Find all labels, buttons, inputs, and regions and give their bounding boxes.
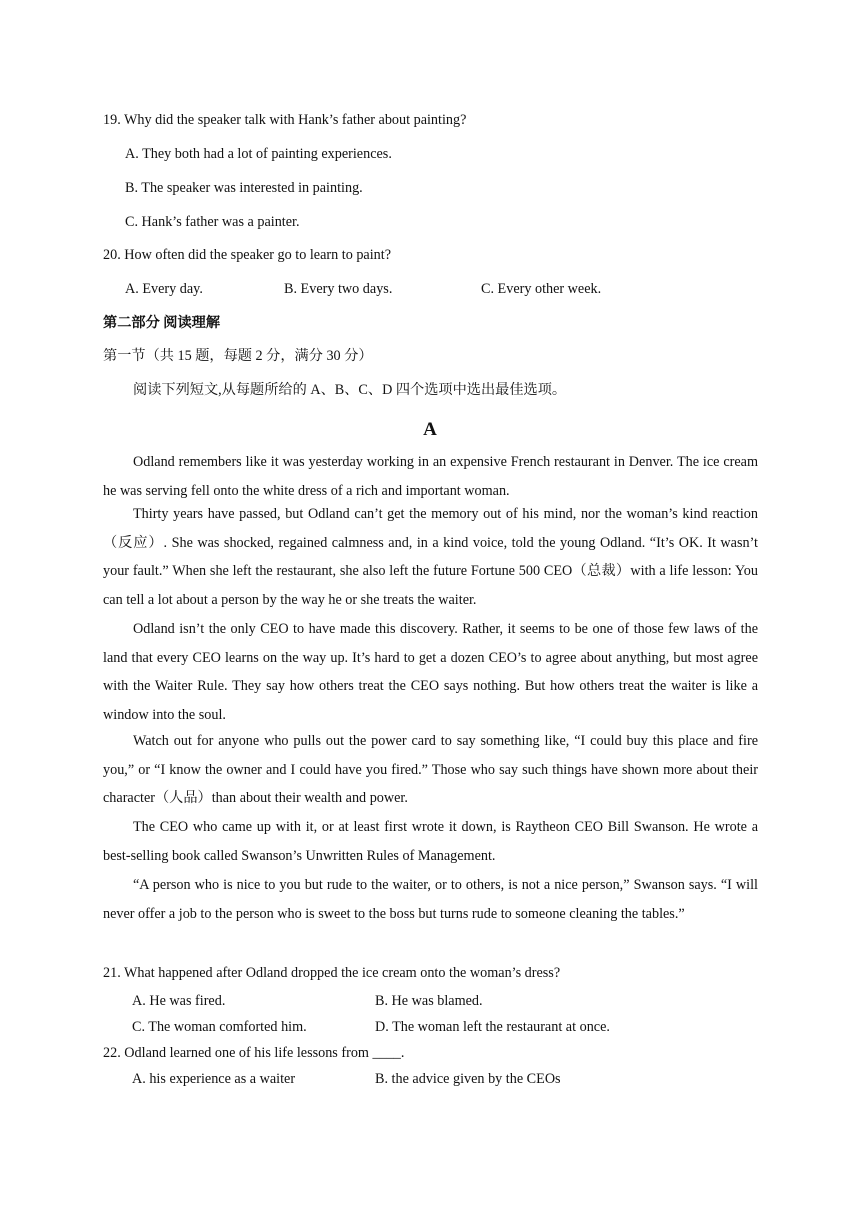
question-21-option-d: D. The woman left the restaurant at once. xyxy=(375,1019,610,1035)
passage-paragraph-5: The CEO who came up with it, or at least first wrote it down, is Raytheon CEO Bill Swanson. He wrote a best-selling book called Swanson’s Unwritten Rules of Management. xyxy=(103,819,758,864)
question-22-option-b: B. the advice given by the CEOs xyxy=(375,1071,561,1087)
passage-paragraph-3: Odland isn’t the only CEO to have made this discovery. Rather, it seems to be one of those few laws of the land that every CEO learns on the way up. It’s hard to get a dozen CEO’s to agree about anything, but most agree with the Waiter Rule. They say how others treat the CEO says nothing. But how others treat the waiter is like a window into the soul. xyxy=(103,621,758,724)
section-heading: 第二部分 阅读理解 xyxy=(103,315,221,331)
passage-paragraph-4: Watch out for anyone who pulls out the power card to say something like, “I could buy this place and fire you,” or “I know the owner and I could have you fired.” Those who say such things have shown more about their character（人品）than about their wealth and power. xyxy=(103,733,758,807)
passage-paragraph-2: Thirty years have passed, but Odland can’t get the memory out of his mind, nor the woman’s kind reaction（反应）. She was shocked, regained calmness and, in a kind voice, told the young Odland. “It’s OK. It wasn’t your fault.” When she left the restaurant, she also left the future Fortune 500 CEO（总裁）with a life lesson: You can tell a lot about a person by the way he or she treats the waiter. xyxy=(103,506,758,609)
question-20-option-b: B. Every two days. xyxy=(284,281,393,297)
question-20-stem: 20. How often did the speaker go to learn to paint? xyxy=(103,247,392,263)
question-20-option-c: C. Every other week. xyxy=(481,281,602,297)
question-19-option-c: C. Hank’s father was a painter. xyxy=(125,214,300,230)
passage-title: A xyxy=(423,419,437,440)
question-21-option-a: A. He was fired. xyxy=(132,993,226,1009)
question-19-option-a: A. They both had a lot of painting experiences. xyxy=(125,146,392,162)
question-21-option-b: B. He was blamed. xyxy=(375,993,483,1009)
question-20-option-a: A. Every day. xyxy=(125,281,203,297)
question-19-stem: 19. Why did the speaker talk with Hank’s father about painting? xyxy=(103,112,467,128)
section-instruction: 阅读下列短文,从每题所给的 A、B、C、D 四个选项中选出最佳选项。 xyxy=(133,382,567,398)
question-21-option-c: C. The woman comforted him. xyxy=(132,1019,307,1035)
question-21-stem: 21. What happened after Odland dropped the ice cream onto the woman’s dress? xyxy=(103,965,561,981)
question-19-option-b: B. The speaker was interested in painting. xyxy=(125,180,363,196)
passage-paragraph-6: “A person who is nice to you but rude to the waiter, or to others, is not a nice person,” Swanson says. “I will never offer a job to the person who is sweet to the boss but turns rude to someone cleaning the tables.” xyxy=(103,877,758,922)
section-subheading: 第一节（共 15 题，每题 2 分，满分 30 分） xyxy=(103,348,373,364)
question-22-option-a: A. his experience as a waiter xyxy=(132,1071,296,1087)
question-22-stem: 22. Odland learned one of his life lessons from ____. xyxy=(103,1045,405,1061)
passage-paragraph-1: Odland remembers like it was yesterday working in an expensive French restaurant in Denver. The ice cream he was serving fell onto the white dress of a rich and important woman. xyxy=(103,454,758,499)
